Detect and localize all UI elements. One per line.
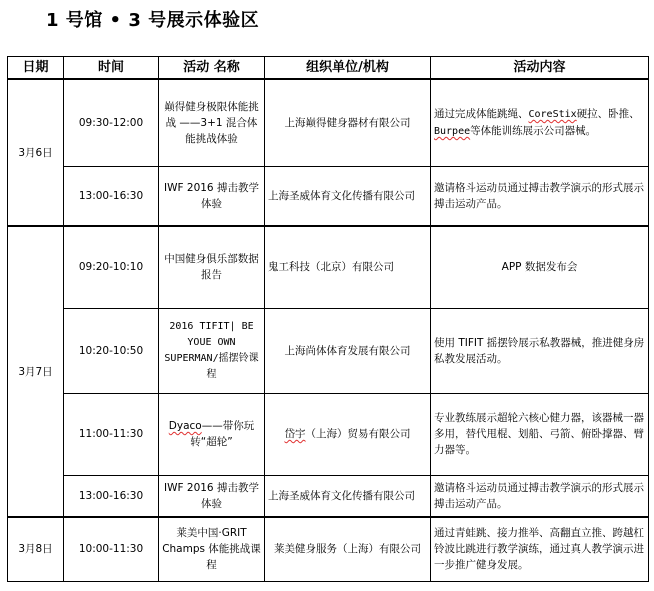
- activity-name-cell: 巅得健身极限体能挑战 ——3+1 混合体能挑战体验: [159, 79, 265, 166]
- activity-name-cell: 2016 TIFIT| BE YOUE OWN SUPERMAN/摇摆铃课程: [159, 308, 265, 393]
- organizer-cell: 上海巅得健身器材有限公司: [265, 79, 431, 166]
- organizer-cell: 上海圣威体育文化传播有限公司: [265, 475, 431, 517]
- content-cell: 邀请格斗运动员通过搏击教学演示的形式展示搏击运动产品。: [431, 475, 649, 517]
- date-cell: 3月6日: [8, 79, 64, 226]
- organizer-cell: 上海尚体体育发展有限公司: [265, 308, 431, 393]
- content-brand-term: Burpee: [434, 125, 471, 137]
- content-cell: 邀请格斗运动员通过搏击教学演示的形式展示搏击运动产品。: [431, 166, 649, 226]
- time-cell: 09:30-12:00: [64, 79, 159, 166]
- organizer-brand-term: 岱宇: [284, 428, 306, 440]
- table-row: [8, 79, 649, 166]
- activity-name-text: ——带你玩转“超轮”: [190, 420, 255, 448]
- header-time: 时间: [64, 57, 159, 80]
- activity-name-cell: 莱美中国·GRIT Champs 体能挑战课程: [159, 517, 265, 581]
- time-cell: 09:20-10:10: [64, 226, 159, 308]
- table-row: [8, 475, 649, 517]
- table-row: [8, 308, 649, 393]
- time-cell: 13:00-16:30: [64, 475, 159, 517]
- date-cell: 3月7日: [8, 226, 64, 517]
- organizer-cell: 上海圣威体育文化传播有限公司: [265, 166, 431, 226]
- time-cell: 13:00-16:30: [64, 166, 159, 226]
- content-cell: 使用 TIFIT 摇摆铃展示私教器械，推进健身房私教发展活动。: [431, 308, 649, 393]
- time-cell: 10:20-10:50: [64, 308, 159, 393]
- time-cell: 11:00-11:30: [64, 393, 159, 475]
- time-cell: 10:00-11:30: [64, 517, 159, 581]
- organizer-cell: [265, 393, 431, 475]
- table-header-row: [8, 57, 649, 80]
- table-row: [8, 517, 649, 581]
- organizer-text: （上海）贸易有限公司: [305, 428, 411, 440]
- content-text: 硬拉、卧推、: [576, 107, 640, 120]
- content-cell: 通过青蛙跳、接力推举、高翻直立推、跨越杠铃波比跳进行教学演练，通过真人教学演示进一步推广健身发展。: [431, 517, 649, 581]
- activity-name-cell: IWF 2016 搏击教学体验: [159, 475, 265, 517]
- organizer-cell: 莱美健身服务（上海）有限公司: [265, 517, 431, 581]
- activity-name-cell: IWF 2016 搏击教学体验: [159, 166, 265, 226]
- content-text: 通过完成体能跳绳、: [434, 107, 529, 120]
- activity-name-cell: [159, 393, 265, 475]
- page-title: 1 号馆 • 3 号展示体验区: [46, 10, 260, 31]
- header-organizer: 组织单位/机构: [265, 57, 431, 80]
- content-cell: APP 数据发布会: [431, 226, 649, 308]
- organizer-cell: 鬼工科技（北京）有限公司: [265, 226, 431, 308]
- content-brand-term: CoreStix: [528, 108, 577, 120]
- header-activity-name: 活动 名称: [159, 57, 265, 80]
- content-text: 等体能训练展示公司器械。: [470, 124, 597, 137]
- table-row: [8, 393, 649, 475]
- table-row: [8, 166, 649, 226]
- table-row: [8, 226, 649, 308]
- header-content: 活动内容: [431, 57, 649, 80]
- content-cell: 专业教练展示超轮六核心健力器，该器械一器多用，替代甩棍、划船、弓箭、俯卧撑器、臂力器等。: [431, 393, 649, 475]
- schedule-table: [7, 56, 649, 582]
- activity-brand-term: Dyaco: [168, 420, 202, 432]
- activity-name-cell: 中国健身俱乐部数据报告: [159, 226, 265, 308]
- header-date: 日期: [8, 57, 64, 80]
- content-cell: [431, 79, 649, 166]
- date-cell: 3月8日: [8, 517, 64, 581]
